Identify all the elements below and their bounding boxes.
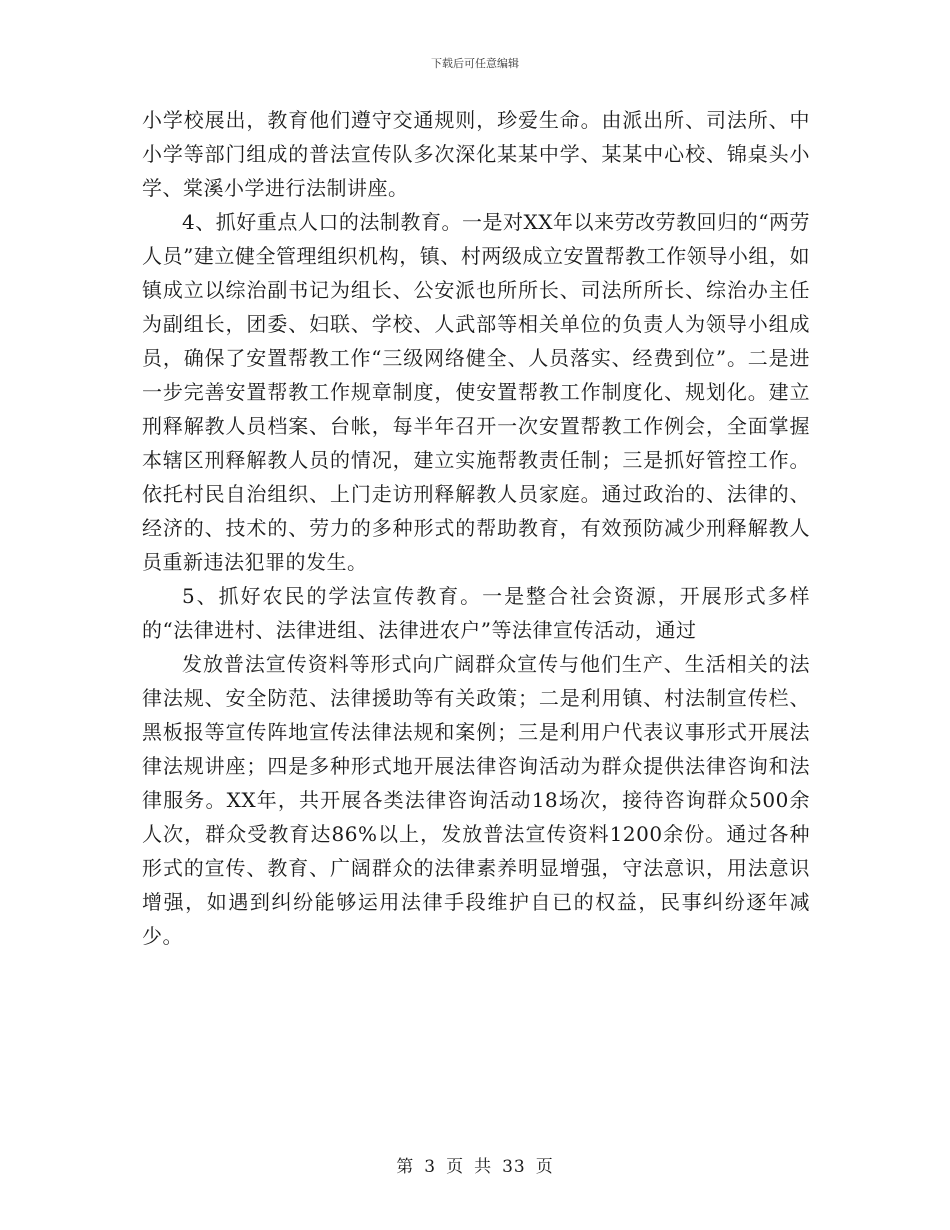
paragraph-item-5: 5、抓好农民的学法宣传教育。一是整合社会资源，开展形式多样的“法律进村、法律进组、法律进农户”等法律宣传活动，通过	[142, 584, 810, 642]
page-header: 下载后可任意编辑	[431, 57, 519, 70]
page-footer	[0, 1152, 950, 1177]
footer-suffix: 页	[535, 1157, 554, 1177]
footer-page-word: 页	[446, 1157, 465, 1177]
document-body	[142, 103, 810, 953]
paragraph-item-4: 4、抓好重点人口的法制教育。一是对XX年以来劳改劳教回归的“两劳人员”建立健全管理组织机构，镇、村两级成立安置帮教工作领导小组，如镇成立以综治副书记为组长、公安派也所所长、司法所所长、综治办主任为副组长，团委、妇联、学校、人武部等相关单位的负责人为领导小组成员，确保了安置帮教工作“三级网络健全、人员落实、经费到位”。二是进一步完善安置帮教工作规章制度，使安置帮教工作制度化、规划化。建立刑释解教人员档案、台帐，每半年召开一次安置帮教工作例会，全面掌握本辖区刑释解教人员的情况，建立实施帮教责任制；三是抓好管控工作。依托村民自治组织、上门走访刑释解教人员家庭。通过政治的、法律的、经济的、技术的、劳力的多种形式的帮助教育，有效预防减少刑释解教人员重新违法犯罪的发生。	[142, 210, 810, 574]
footer-total-word: 共	[474, 1157, 493, 1177]
paragraph-continuation: 小学校展出，教育他们遵守交通规则，珍爱生命。由派出所、司法所、中小学等部门组成的普法宣传队多次深化某某中学、某某中心校、锦桌头小学、棠溪小学进行法制讲座。	[142, 108, 810, 200]
footer-total-pages: 33	[502, 1157, 526, 1177]
footer-prefix: 第	[396, 1157, 415, 1177]
paragraph-item-5-continued: 发放普法宣传资料等形式向广阔群众宣传与他们生产、生活相关的法律法规、安全防范、法律援助等有关政策；二是利用镇、村法制宣传栏、黑板报等宣传阵地宣传法律法规和案例；三是利用户代表议事形式开展法律法规讲座；四是多种形式地开展法律咨询活动为群众提供法律咨询和法律服务。XX年，共开展各类法律咨询活动18场次，接待咨询群众500余人次，群众受教育达86%以上，发放普法宣传资料1200余份。通过各种形式的宣传、教育、广阔群众的法律素养明显增强，守法意识，用法意识增强，如遇到纠纷能够运用法律手段维护自已的权益，民事纠纷逐年减少。	[142, 652, 810, 948]
footer-current-page: 3	[424, 1157, 437, 1177]
